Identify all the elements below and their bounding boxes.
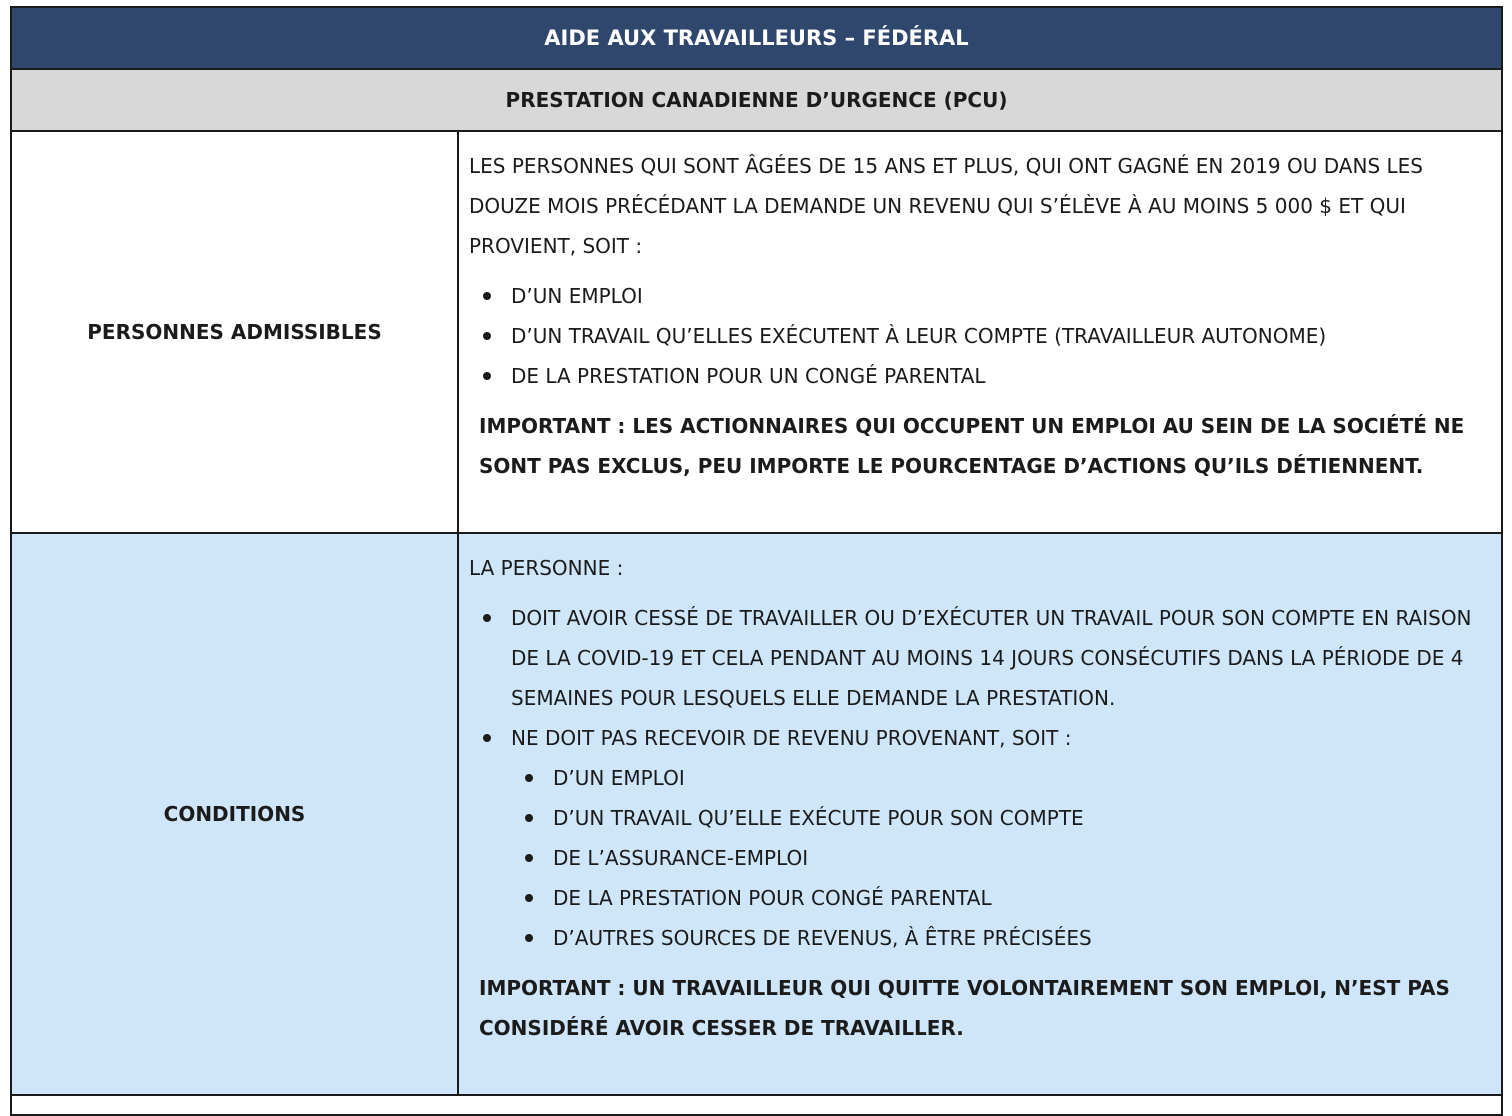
row-label: CONDITIONS: [12, 534, 459, 1094]
sub-list-item: DE L’ASSURANCE-EMPLOI: [523, 838, 1491, 878]
table-subtitle: PRESTATION CANADIENNE D’URGENCE (PCU): [12, 70, 1501, 132]
table-title: AIDE AUX TRAVAILLEURS – FÉDÉRAL: [12, 8, 1501, 70]
info-table: [10, 6, 1503, 1116]
row-content: [459, 132, 1501, 532]
table-row-personnes-admissibles: [12, 132, 1501, 534]
list-item-text: NE DOIT PAS RECEVOIR DE REVENU PROVENANT, SOIT :: [511, 726, 1072, 750]
row-label: PERSONNES ADMISSIBLES: [12, 132, 459, 532]
list-item: D’UN EMPLOI: [481, 276, 1491, 316]
list-item: DOIT AVOIR CESSÉ DE TRAVAILLER OU D’EXÉCUTER UN TRAVAIL POUR SON COMPTE EN RAISON DE LA COVID-19 ET CELA PENDANT AU MOINS 14 JOURS CONSÉCUTIFS DANS LA PÉRIODE DE 4 SEMAINES POUR LESQUELS ELLE DEMANDE LA PRESTATION.: [481, 598, 1491, 718]
list-item: D’UN TRAVAIL QU’ELLES EXÉCUTENT À LEUR COMPTE (TRAVAILLEUR AUTONOME): [481, 316, 1491, 356]
table-row-conditions: [12, 534, 1501, 1096]
bullet-list: [469, 276, 1491, 396]
important-note: IMPORTANT : LES ACTIONNAIRES QUI OCCUPENT UN EMPLOI AU SEIN DE LA SOCIÉTÉ NE SONT PAS EXCLUS, PEU IMPORTE LE POURCENTAGE D’ACTIONS QU’ILS DÉTIENNENT.: [479, 414, 1465, 478]
intro-text: LES PERSONNES QUI SONT ÂGÉES DE 15 ANS ET PLUS, QUI ONT GAGNÉ EN 2019 OU DANS LES DOUZE MOIS PRÉCÉDANT LA DEMANDE UN REVENU QUI S’ÉLÈVE À AU MOINS 5 000 $ ET QUI PROVIENT, SOIT :: [469, 154, 1423, 258]
sub-list-item: DE LA PRESTATION POUR CONGÉ PARENTAL: [523, 878, 1491, 918]
sub-list-item: D’UN EMPLOI: [523, 758, 1491, 798]
row-content: [459, 534, 1501, 1094]
important-note: IMPORTANT : UN TRAVAILLEUR QUI QUITTE VOLONTAIREMENT SON EMPLOI, N’EST PAS CONSIDÉRÉ AVOIR CESSER DE TRAVAILLER.: [479, 976, 1450, 1040]
bullet-list: [469, 598, 1491, 958]
list-item: DE LA PRESTATION POUR UN CONGÉ PARENTAL: [481, 356, 1491, 396]
sub-list-item: D’AUTRES SOURCES DE REVENUS, À ÊTRE PRÉCISÉES: [523, 918, 1491, 958]
sub-bullet-list: [511, 758, 1491, 958]
sub-list-item: D’UN TRAVAIL QU’ELLE EXÉCUTE POUR SON COMPTE: [523, 798, 1491, 838]
list-item: [481, 718, 1491, 958]
intro-text: LA PERSONNE :: [469, 556, 624, 580]
